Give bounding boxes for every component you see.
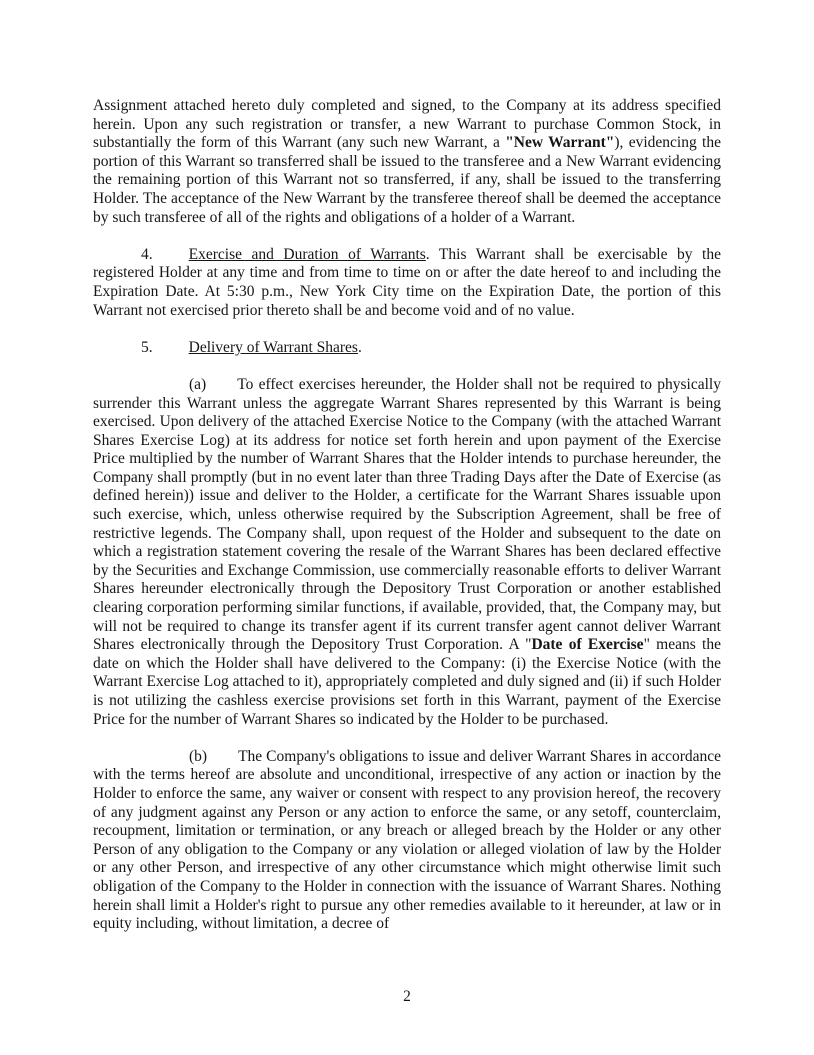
- defined-term-date-of-exercise: Date of Exercise: [531, 636, 644, 654]
- body-text: The Company's obligations to issue and deliver Warrant Shares in accordance with the terms hereof are absolute and unconditional, irrespective of any action or inaction by the Holder to enforce the same, any waiver or consent with respect to any provision hereof, the recovery of any judgment against any Person or any action to enforce the same, or any setoff, counterclaim, recoupment, limitation or termination, or any breach or alleged breach by the Holder or any other Person of any obligation to the Company or any violation or alleged violation of law by the Holder or any other Person, and irrespective of any other circumstance which might otherwise limit such obligation of the Company to the Holder in connection with the issuance of Warrant Shares. Nothing herein shall limit a Holder's right to pursue any other remedies available to it hereunder, at law or in equity including, without limitation, a decree of: [93, 747, 721, 933]
- page-number: 2: [403, 988, 411, 1005]
- body-text: Assignment attached hereto duly completed and signed, to the Company at its address specified herein. Upon any such registration or transfer, a new Warrant to purchase Common Stock, in substantially the form of this Warrant (any such new Warrant, a: [93, 97, 721, 152]
- body-text: To effect exercises hereunder, the Holder shall not be required to physically surrender this Warrant unless the aggregate Warrant Shares represented by this Warrant is being exercised. Upon delivery of the attached Exercise Notice to the Company (with the attached Warrant Shares Exercise Log) at its address for notice set forth herein and upon payment of the Exercise Price multiplied by the number of Warrant Shares that the Holder intends to purchase hereunder, the Company shall promptly (but in no event later than three Trading Days after the Date of Exercise (as defined herein)) issue and deliver to the Holder, a certificate for the Warrant Shares issuable upon such exercise, which, unless otherwise required by the Subscription Agreement, shall be free of restrictive legends. The Company shall, upon request of the Holder and subsequent to the date on which a registration statement covering the resale of the Warrant Shares has been declared effective by the Securities and Exchange Commission, use commercially reasonable efforts to deliver Warrant Shares hereunder electronically through the Depository Trust Corporation or another established clearing corporation performing similar functions, if available, provided, that, the Company may, but will not be required to change its transfer agent if its current transfer agent cannot deliver Warrant Shares electronically through the Depository Trust Corporation. A ": [93, 375, 721, 654]
- defined-term-new-warrant: "New Warrant": [505, 134, 615, 152]
- section-4-paragraph: [93, 246, 721, 320]
- paragraph-5a: [93, 376, 721, 729]
- paragraph-5b: [93, 748, 721, 934]
- section-5-number: 5.: [141, 338, 153, 356]
- subsection-a-label: (a): [189, 375, 207, 393]
- subsection-b-label: (b): [189, 747, 208, 765]
- body-text: ), evidencing the portion of this Warrant so transferred shall be issued to the transferee and a New Warrant evidencing the remaining portion of this Warrant not so transferred, if any, shall be issued to the transferring Holder. The acceptance of the New Warrant by the transferee thereof shall be deemed the acceptance by such transferee of all of the rights and obligations of a holder of a Warrant.: [93, 134, 721, 226]
- body-text: .: [357, 338, 362, 356]
- paragraph-assignment-continuation: [93, 97, 721, 227]
- section-5-heading: Delivery of Warrant Shares: [188, 338, 358, 356]
- body-text: . This Warrant shall be exercisable by the registered Holder at any time and from time to time on or after the date hereof to and including the Expiration Date. At 5:30 p.m., New York City time on the Expiration Date, the portion of this Warrant not exercised prior thereto shall be and become void and of no value.: [93, 245, 721, 319]
- section-5-paragraph: [93, 339, 721, 358]
- body-text: " means the date on which the Holder shall have delivered to the Company: (i) the Exercise Notice (with the Warrant Exercise Log attached to it), appropriately completed and duly signed and (ii) if such Holder is not utilizing the cashless exercise provisions set forth in this Warrant, payment of the Exercise Price for the number of Warrant Shares so indicated by the Holder to be purchased.: [93, 636, 721, 728]
- section-4-heading: Exercise and Duration of Warrants: [188, 245, 426, 263]
- section-4-number: 4.: [141, 245, 153, 263]
